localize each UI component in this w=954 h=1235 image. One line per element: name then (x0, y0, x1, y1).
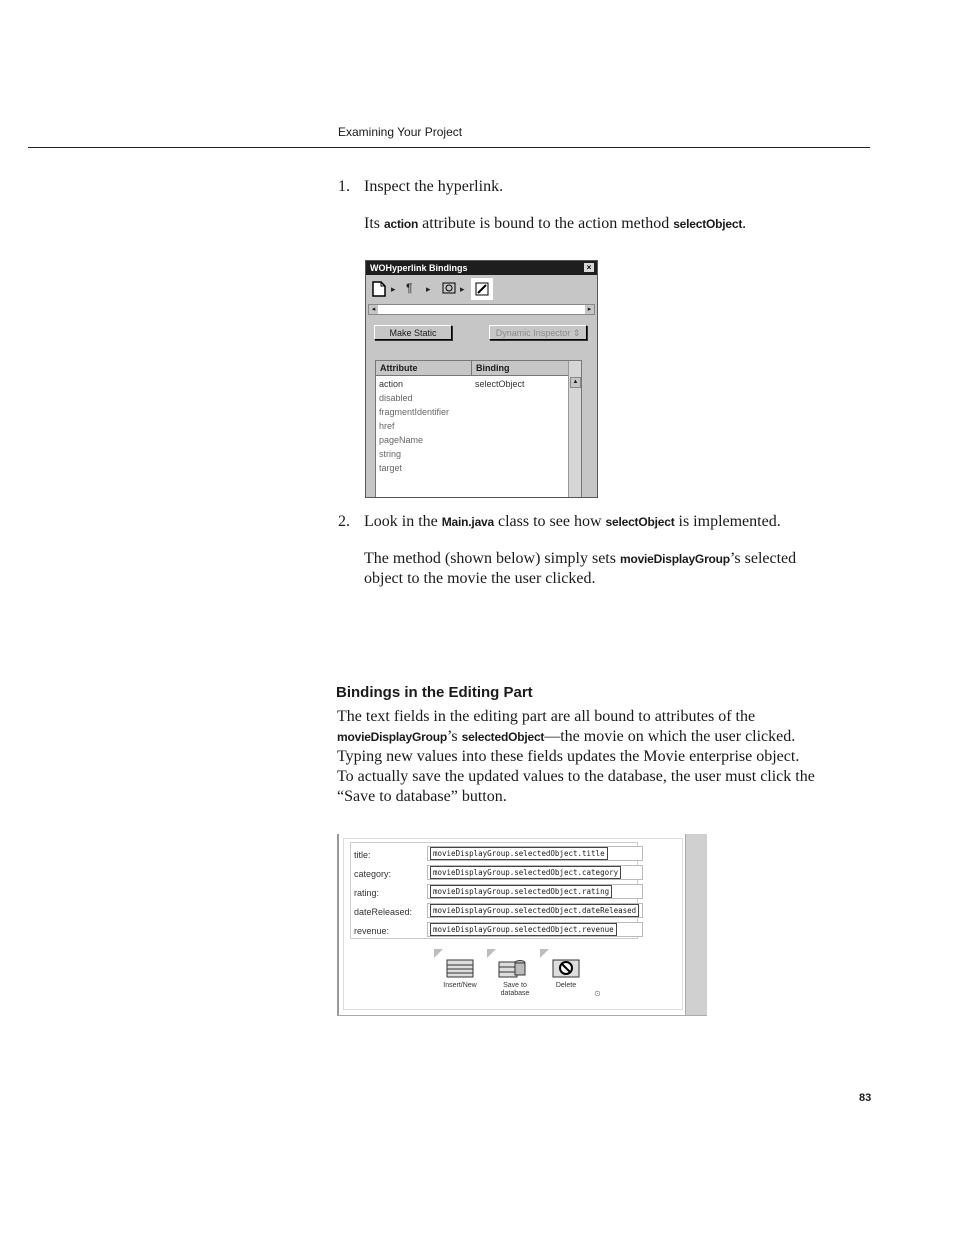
cursor-icon: ⊙ (594, 989, 601, 998)
running-head: Examining Your Project (338, 125, 463, 139)
field-label: revenue: (354, 926, 390, 936)
save-database-icon[interactable] (498, 957, 526, 979)
dynamic-inspector-button[interactable]: Dynamic Inspector ⇕ (489, 325, 587, 340)
form-row-date-released (354, 903, 644, 922)
section-heading: Bindings in the Editing Part (336, 684, 533, 701)
revenue-field[interactable] (427, 922, 643, 937)
attribute-row[interactable]: action (379, 379, 404, 389)
chevron-right-icon: ▸ (391, 284, 396, 294)
code-action: action (384, 217, 419, 231)
text-line (337, 727, 815, 747)
vertical-scrollbar[interactable] (568, 361, 581, 498)
text-line: The text fields in the editing part are all bound to attributes of the (337, 708, 756, 725)
delete-icon[interactable] (552, 957, 580, 979)
horizontal-scrollbar[interactable] (368, 304, 595, 315)
scroll-left-icon[interactable]: ◂ (369, 305, 378, 314)
text-run: class to see how (494, 513, 606, 530)
form-row-rating (354, 884, 644, 903)
binding-text: movieDisplayGroup.selectedObject.dateReleased (430, 904, 639, 917)
form-row-title (354, 846, 644, 865)
close-icon[interactable]: × (584, 263, 594, 272)
code-selectedobject: selectedObject (461, 730, 545, 744)
binding-text: movieDisplayGroup.selectedObject.rating (430, 885, 612, 898)
form-row-category (354, 865, 644, 884)
text-run: The method (shown below) simply sets (364, 550, 620, 567)
editing-form (350, 842, 638, 939)
column-header-attribute[interactable]: Attribute (376, 361, 472, 376)
header-rule (28, 147, 870, 148)
binding-value[interactable]: selectObject (475, 379, 525, 389)
step-2-detail (364, 549, 796, 589)
column-header-binding[interactable]: Binding (472, 361, 570, 376)
text-line: To actually save the updated values to the database, the user must click the (337, 768, 815, 785)
editing-frame (343, 838, 683, 1010)
make-static-button[interactable]: Make Static (374, 325, 452, 340)
save-to-database-label: Save to database (500, 982, 530, 997)
rating-field[interactable] (427, 884, 643, 899)
form-row-revenue (354, 922, 644, 941)
right-scrollbar[interactable] (685, 834, 707, 1015)
insert-new-label: Insert/New (443, 982, 477, 989)
attribute-row[interactable]: pageName (379, 435, 424, 445)
attribute-row[interactable]: target (379, 463, 403, 473)
step-2-number: 2. (338, 513, 350, 530)
step-1-text: Inspect the hyperlink. (364, 178, 504, 195)
category-field[interactable] (427, 865, 643, 880)
date-released-field[interactable] (427, 903, 643, 918)
text-line: Typing new values into these fields updates the Movie enterprise object. (337, 748, 800, 765)
attribute-row[interactable]: href (379, 421, 395, 431)
text-line: “Save to database” button. (337, 788, 507, 805)
field-label: dateReleased: (354, 907, 413, 917)
window-title: WOHyperlink Bindings (370, 263, 468, 273)
binding-text: movieDisplayGroup.selectedObject.title (430, 847, 608, 860)
step-1 (338, 178, 503, 196)
corner-marker-icon (487, 949, 496, 958)
bindings-table (375, 360, 582, 498)
text-run: —the movie on which the user clicked. (544, 728, 796, 745)
code-moviedisplaygroup: movieDisplayGroup (337, 730, 447, 744)
section-paragraph (337, 707, 815, 807)
code-main-java: Main.java (441, 515, 494, 529)
delete-label: Delete (555, 982, 577, 989)
bindings-inspector-window (365, 260, 598, 498)
field-label: title: (354, 850, 371, 860)
form-element-icon[interactable] (442, 281, 456, 298)
step-1-number: 1. (338, 178, 350, 195)
text-run: is implemented. (674, 513, 781, 530)
page-icon[interactable] (372, 281, 386, 300)
field-label: rating: (354, 888, 380, 898)
scroll-right-icon[interactable]: ▸ (585, 305, 594, 314)
code-moviedisplaygroup: movieDisplayGroup (619, 552, 730, 566)
text-run: Look in the (364, 513, 442, 530)
text-run: ’s selected (729, 550, 797, 567)
field-label: category: (354, 869, 392, 879)
text-run: object to the movie the user clicked. (364, 570, 596, 587)
corner-marker-icon (540, 949, 549, 958)
text-run: Its (364, 215, 384, 232)
page-number: 83 (859, 1092, 872, 1104)
step-2 (338, 513, 781, 531)
text-run: attribute is bound to the action method (418, 215, 674, 232)
binding-text: movieDisplayGroup.selectedObject.revenue (430, 923, 617, 936)
attribute-row[interactable]: disabled (379, 393, 413, 403)
attribute-row[interactable]: string (379, 449, 402, 459)
hyperlink-element-icon[interactable] (471, 278, 493, 300)
text-run: . (742, 215, 747, 232)
attribute-row[interactable]: fragmentIdentifier (379, 407, 450, 417)
text-run: ’s (446, 728, 462, 745)
title-field[interactable] (427, 846, 643, 861)
binding-text: movieDisplayGroup.selectedObject.category (430, 866, 621, 879)
window-titlebar (366, 261, 597, 275)
scroll-up-icon[interactable]: ▲ (570, 377, 581, 388)
editing-part-screenshot (337, 834, 707, 1016)
attribute-list (379, 377, 449, 475)
code-selectobject: selectObject (605, 515, 675, 529)
chevron-right-icon: ▸ (426, 284, 431, 294)
corner-marker-icon (434, 949, 443, 958)
step-1-detail (364, 214, 746, 234)
code-selectobject: selectObject (673, 217, 743, 231)
paragraph-icon[interactable]: ¶ (406, 281, 413, 295)
inspector-toolbar (366, 275, 597, 301)
chevron-right-icon: ▸ (460, 284, 465, 294)
insert-icon[interactable] (446, 957, 474, 979)
